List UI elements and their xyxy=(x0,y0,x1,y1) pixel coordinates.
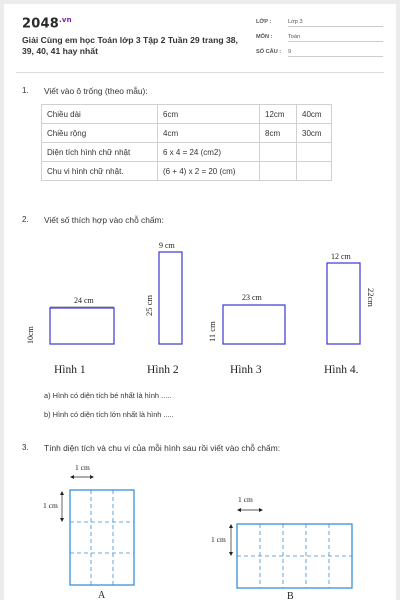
figure-a-grid xyxy=(70,490,134,585)
table-cell: 6 x 4 = 24 (cm2) xyxy=(158,143,260,162)
table-cell: 4cm xyxy=(158,124,260,143)
meta-value-class: Lớp 3 xyxy=(288,19,383,27)
figure-1-width-label: 24 cm xyxy=(74,296,94,305)
figure-3-name: Hình 3 xyxy=(230,364,262,376)
figure-2-width-label: 9 cm xyxy=(159,241,175,250)
q1-text: Viết vào ô trống (theo mẫu): xyxy=(44,86,148,96)
figure-b-unit-left: 1 cm xyxy=(211,535,226,544)
figure-2-height-label: 25 cm xyxy=(144,294,154,316)
figure-b-unit-top: 1 cm xyxy=(238,495,253,504)
site-logo[interactable]: $2048^{.vn}$ xyxy=(22,16,72,32)
table-cell: Diện tích hình chữ nhật xyxy=(42,143,158,162)
meta-value-questions: 9 xyxy=(288,49,383,57)
table-cell: Chiều dài xyxy=(42,105,158,124)
figures-canvas xyxy=(4,4,396,600)
figure-2-name: Hình 2 xyxy=(147,364,179,376)
figure-a-label: A xyxy=(98,590,106,600)
table-cell: 12cm xyxy=(260,105,297,124)
meta-label-questions: SỐ CÂU : xyxy=(256,49,282,55)
figure-4-name: Hình 4. xyxy=(324,364,359,376)
figure-b-grid xyxy=(237,524,352,588)
figure-a-unit-top: 1 cm xyxy=(75,463,90,472)
q3-number: 3. xyxy=(22,443,29,452)
table-cell: Chiều rộng xyxy=(42,124,158,143)
figure-a-unit-arrows xyxy=(60,475,94,522)
table-cell: Chu vi hình chữ nhật. xyxy=(42,162,158,181)
meta-label-subject: MÔN : xyxy=(256,34,273,40)
table-cell: 8cm xyxy=(260,124,297,143)
table-cell: (6 + 4) x 2 = 20 (cm) xyxy=(158,162,260,181)
q3-text: Tính diện tích và chu vi của mỗi hình sau rồi viết vào chỗ chấm: xyxy=(44,443,281,453)
figure-1-name: Hình 1 xyxy=(54,364,86,376)
figure-1-height-label: 10cm xyxy=(26,326,35,344)
table-cell: 6cm xyxy=(158,105,260,124)
figure-3-width-label: 23 cm xyxy=(242,293,262,302)
q2-number: 2. xyxy=(22,215,29,224)
figure-1-rectangle xyxy=(50,308,114,344)
meta-label-class: LỚP : xyxy=(256,19,272,25)
figure-b-unit-arrows xyxy=(229,508,263,556)
q1-number: 1. xyxy=(22,86,29,95)
figure-3-height-label: 11 cm xyxy=(207,321,217,342)
meta-value-subject: Toán xyxy=(288,34,383,42)
figure-4-height-label: 22cm xyxy=(366,288,376,307)
figure-4-width-label: 12 cm xyxy=(331,252,351,261)
q2-part-b: b) Hình có diện tích lớn nhất là hình ..... xyxy=(44,410,174,419)
figure-2-rectangle xyxy=(159,252,182,344)
q2-text: Viết số thích hợp vào chỗ chấm: xyxy=(44,215,164,225)
q2-part-a: a) Hình có diện tích bé nhất là hình ..... xyxy=(44,391,172,400)
document-title: Giải Cùng em học Toán lớp 3 Tập 2 Tuần 29 trang 38, 39, 40, 41 hay nhất xyxy=(22,35,238,56)
table-cell: 30cm xyxy=(297,124,332,143)
figure-b-label: B xyxy=(287,591,294,600)
figure-a-unit-left: 1 cm xyxy=(43,501,58,510)
figure-4-rectangle xyxy=(327,263,360,344)
document-page xyxy=(4,4,396,600)
figure-3-rectangle xyxy=(223,305,285,344)
table-cell: 40cm xyxy=(297,105,332,124)
